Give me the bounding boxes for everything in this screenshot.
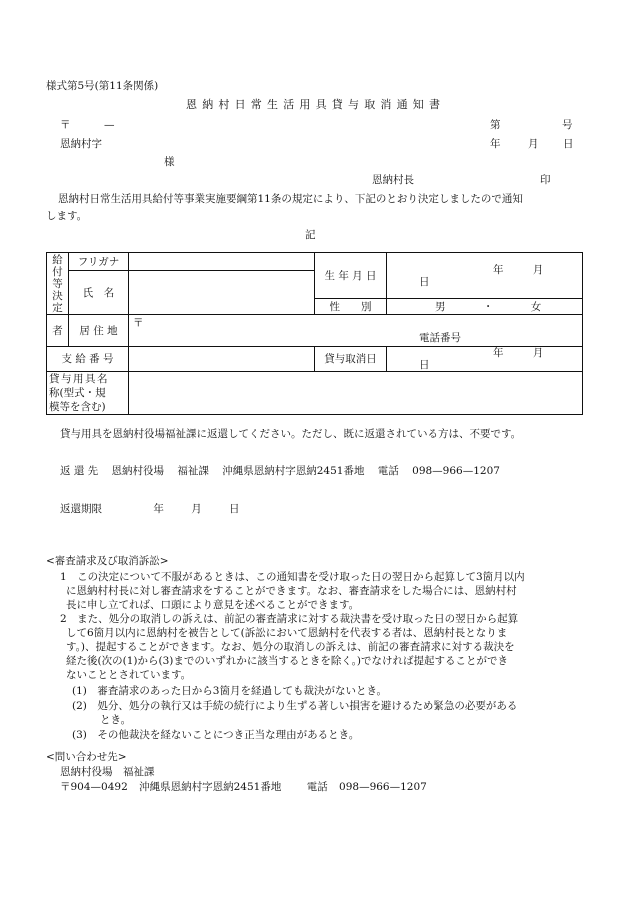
return-deadline (60, 503, 240, 516)
phone-label: 電話番号 (419, 332, 461, 344)
birth-year: 年 (493, 263, 504, 276)
contact-details (60, 781, 427, 794)
item-name-value[interactable] (129, 372, 583, 415)
gender-value[interactable] (387, 299, 583, 315)
ki-heading: 記 (305, 229, 316, 241)
postal-mark: 〒 (60, 119, 71, 131)
return-dest-address: 沖縄県恩納村字恩納2451番地 (222, 465, 365, 477)
item-label-line1: 貸与用具名 (49, 373, 109, 385)
appeal-p2-line3: す。)、提起することができます。なお、処分の取消しの訴えは、前記の審査請求に対する裁決を (66, 641, 515, 653)
contact-phone-label: 電話 (306, 781, 328, 793)
appeal-heading: <審査請求及び取消訴訟> (46, 555, 169, 567)
issuer-name: 恩納村長 (372, 174, 414, 186)
document-title: 恩納村日常生活用具貸与取消通知書 (186, 98, 446, 111)
birth-value[interactable] (387, 253, 583, 299)
recipient-info-table (46, 252, 583, 415)
appeal-sub1: (1) 審査請求のあった日から3箇月を経過しても裁決がないとき。 (72, 685, 388, 697)
contact-office: 恩納村役場 福祉課 (60, 766, 155, 778)
date-year: 年 (490, 138, 501, 150)
birth-month: 月 (532, 263, 544, 276)
appeal-sub3: (3) その他裁決を経ないことにつき正当な理由があるとき。 (72, 729, 360, 741)
form-number: 様式第5号(第11条関係) (46, 80, 159, 92)
body-text-line2: します。 (46, 210, 88, 222)
return-dest-label: 返 還 先 (60, 465, 99, 477)
gender-male: 男 (435, 300, 446, 313)
group-label-cell (47, 253, 69, 315)
group-label: 給付等決定 (52, 253, 63, 314)
cancel-date-value[interactable] (387, 347, 583, 372)
return-dest-phone: 098—966—1207 (412, 465, 500, 477)
issue-number-prefix: 第 (490, 119, 501, 131)
contact-phone: 098—966—1207 (339, 781, 427, 793)
appeal-sub2-line2: とき。 (100, 714, 132, 726)
item-label-line3: 模等を含む) (49, 401, 106, 413)
return-destination (60, 465, 500, 478)
body-text-line1: 恩納村日常生活用具給付等事業実施要綱第11条の規定により、下記のとおり決定しましたので通知 (58, 193, 523, 205)
item-label-line2: 称(型式・規 (49, 387, 106, 399)
postal-dash: — (104, 119, 115, 131)
appeal-p1-line3: 長に申し立てれば、口頭により意見を述べることができます。 (66, 599, 360, 611)
return-notice: 貸与用具を恩納村役場福祉課に返還してください。ただし、既に返還されている方は、不要です。 (60, 428, 522, 440)
appeal-p2-line5: ないこととされています。 (66, 669, 192, 681)
appeal-p2-line2: して6箇月以内に恩納村を被告として(訴訟において恩納村を代表する者は、恩納村長となりま (66, 627, 508, 639)
address-postal-mark: 〒 (133, 317, 144, 329)
date-month: 月 (528, 138, 539, 150)
return-dest-phone-label: 電話 (377, 465, 399, 477)
name-label: 氏 名 (69, 271, 129, 315)
address-value[interactable] (129, 315, 583, 347)
issue-number-suffix: 号 (562, 119, 573, 131)
furigana-value[interactable] (129, 253, 315, 271)
recipient-address: 恩納村字 (60, 138, 102, 150)
return-deadline-day: 日 (229, 503, 240, 515)
return-deadline-month: 月 (191, 503, 202, 515)
cancel-date-label: 貸与取消日 (315, 347, 387, 372)
contact-heading: <問い合わせ先> (46, 751, 127, 763)
payment-number-label: 支 給 番 号 (47, 347, 129, 372)
seal-mark: 印 (540, 174, 551, 186)
birth-day: 日 (419, 275, 430, 288)
gender-label: 性 別 (315, 299, 387, 315)
return-deadline-year: 年 (153, 503, 164, 515)
return-deadline-label: 返還期限 (60, 503, 102, 515)
contact-address: 沖縄県恩納村字恩納2451番地 (139, 781, 282, 793)
appeal-sub2-line1: (2) 処分、処分の執行又は手続の続行により生ずる著しい損害を避けるため緊急の必要がある (72, 700, 518, 712)
cancel-month: 月 (532, 347, 544, 359)
gender-dot: ・ (482, 300, 494, 313)
furigana-label: フリガナ (69, 253, 129, 271)
cancel-year: 年 (493, 347, 504, 359)
name-value[interactable] (129, 271, 315, 315)
payment-number-value[interactable] (129, 347, 315, 372)
contact-postal: 〒904—0492 (60, 781, 128, 793)
birth-label: 生 年 月 日 (315, 253, 387, 299)
appeal-p1-line1: 1 この決定について不服があるときは、この通知書を受け取った日の翌日から起算して3箇月以内 (60, 571, 525, 583)
group-label-tail: 者 (47, 315, 69, 347)
appeal-p2-line1: 2 また、処分の取消しの訴えは、前記の審査請求に対する裁決書を受け取った日の翌日から起算 (60, 613, 519, 625)
return-dest-office: 恩納村役場 (111, 465, 165, 477)
appeal-p1-line2: に恩納村村長に対し審査請求をすることができます。なお、審査請求をした場合には、恩納村村 (66, 585, 517, 597)
gender-female: 女 (530, 300, 542, 313)
appeal-p2-line4: 経た後(次の(1)から(3)までのいずれかに該当するときを除く。)でなければ提起することができ (66, 655, 508, 667)
date-day: 日 (563, 138, 574, 150)
item-name-label (47, 372, 129, 415)
honorific: 様 (164, 156, 175, 168)
return-dest-dept: 福祉課 (177, 465, 209, 477)
cancel-day: 日 (419, 359, 430, 371)
address-label: 居 住 地 (69, 315, 129, 347)
